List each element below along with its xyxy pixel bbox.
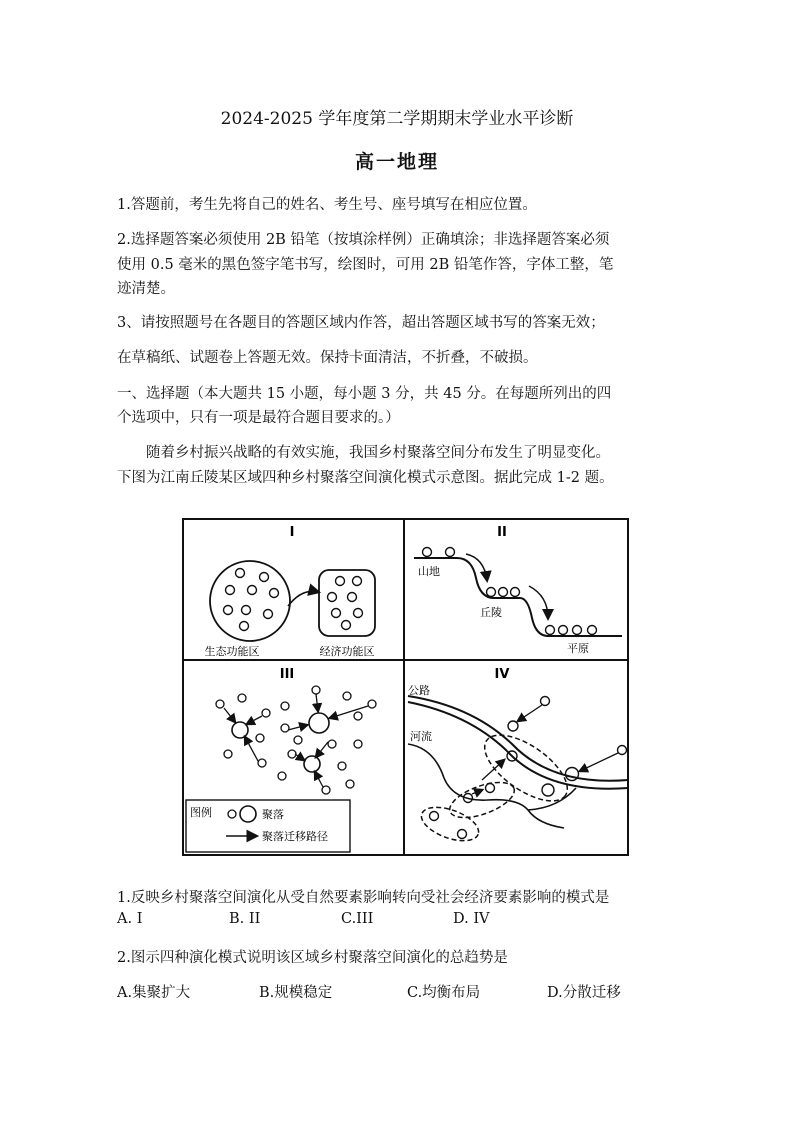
instruction-line: 使用 0.5 毫米的黑色签字笔书写，绘图时，可用 2B 铅笔作答，字体工整，笔 [117,257,614,273]
q2-option-b[interactable]: B.规模稳定 [259,985,333,1001]
instruction-line: 2.选择题答案必须使用 2B 铅笔（按填涂样例）正确填涂；非选择题答案必须 [117,232,610,248]
panel-label-4: IV [494,667,510,682]
migration-arrows [224,694,368,787]
settlement-evolution-figure [182,518,630,858]
panel-label-2: II [497,525,507,540]
settlement-markers [232,713,329,772]
q1-option-a[interactable]: A. I [117,911,143,927]
passage-line: 随着乡村振兴战略的有效实施，我国乡村聚落空间分布发生了明显变化。 [146,445,610,461]
legend-path-label: 聚落迁移路径 [262,830,328,843]
q2-option-a[interactable]: A.集聚扩大 [117,985,191,1001]
q1-option-b[interactable]: B. II [229,911,261,927]
question-1-options [117,911,677,927]
migration-arrow [288,591,318,606]
river-branch [528,788,576,810]
settlement-markers [216,686,376,794]
eco-zone-circle [210,561,290,641]
section-heading: 一、选择题（本大题共 15 小题，每小题 3 分，共 45 分。在每题所列出的四 [117,386,612,402]
q2-option-d[interactable]: D.分散迁移 [547,985,621,1001]
legend-settlement-label: 聚落 [262,808,284,821]
legend-title: 图例 [190,806,212,819]
exam-title: 2024-2025 学年度第二学期期末学业水平诊断 [220,109,574,129]
hill-label: 丘陵 [480,606,502,619]
section-heading: 个选项中，只有一项是最符合题目要求的。） [117,410,400,426]
question-1-stem: 1.反映乡村聚落空间演化从受自然要素影响转向受社会经济要素影响的模式是 [117,890,610,906]
econ-zone-label: 经济功能区 [319,645,375,658]
instruction-line: 1.答题前，考生先将自己的姓名、考生号、座号填写在相应位置。 [117,197,537,213]
eco-zone-label: 生态功能区 [204,645,260,658]
plain-label: 平原 [567,642,589,655]
question-2-stem: 2.图示四种演化模式说明该区域乡村聚落空间演化的总趋势是 [117,950,508,966]
econ-zone-box [319,570,375,636]
panel-label-1: I [289,525,295,540]
q1-option-d[interactable]: D. IV [453,911,490,927]
panel-label-3: III [279,667,295,682]
instruction-line: 在草稿纸、试题卷上答题无效。保持卡面清洁，不折叠，不破损。 [117,350,538,366]
question-2-options [117,981,677,1002]
road-line-b [408,702,628,789]
mountain-label: 山地 [418,565,440,578]
q2-option-c[interactable]: C.均衡布局 [407,985,481,1001]
passage-line: 下图为江南丘陵某区域四种乡村聚落空间演化模式示意图。据此完成 1-2 题。 [117,470,614,486]
road-label: 公路 [408,684,430,697]
q1-option-c[interactable]: C.III [341,911,374,927]
river-label: 河流 [410,730,432,743]
instruction-line: 迹清楚。 [117,281,175,297]
terrain-profile [414,558,622,636]
settlement-markers [423,548,597,635]
subject-title: 高一地理 [354,151,439,173]
instruction-line: 3、请按照题号在各题目的答题区域内作答，超出答题区域书写的答案无效； [117,315,605,331]
